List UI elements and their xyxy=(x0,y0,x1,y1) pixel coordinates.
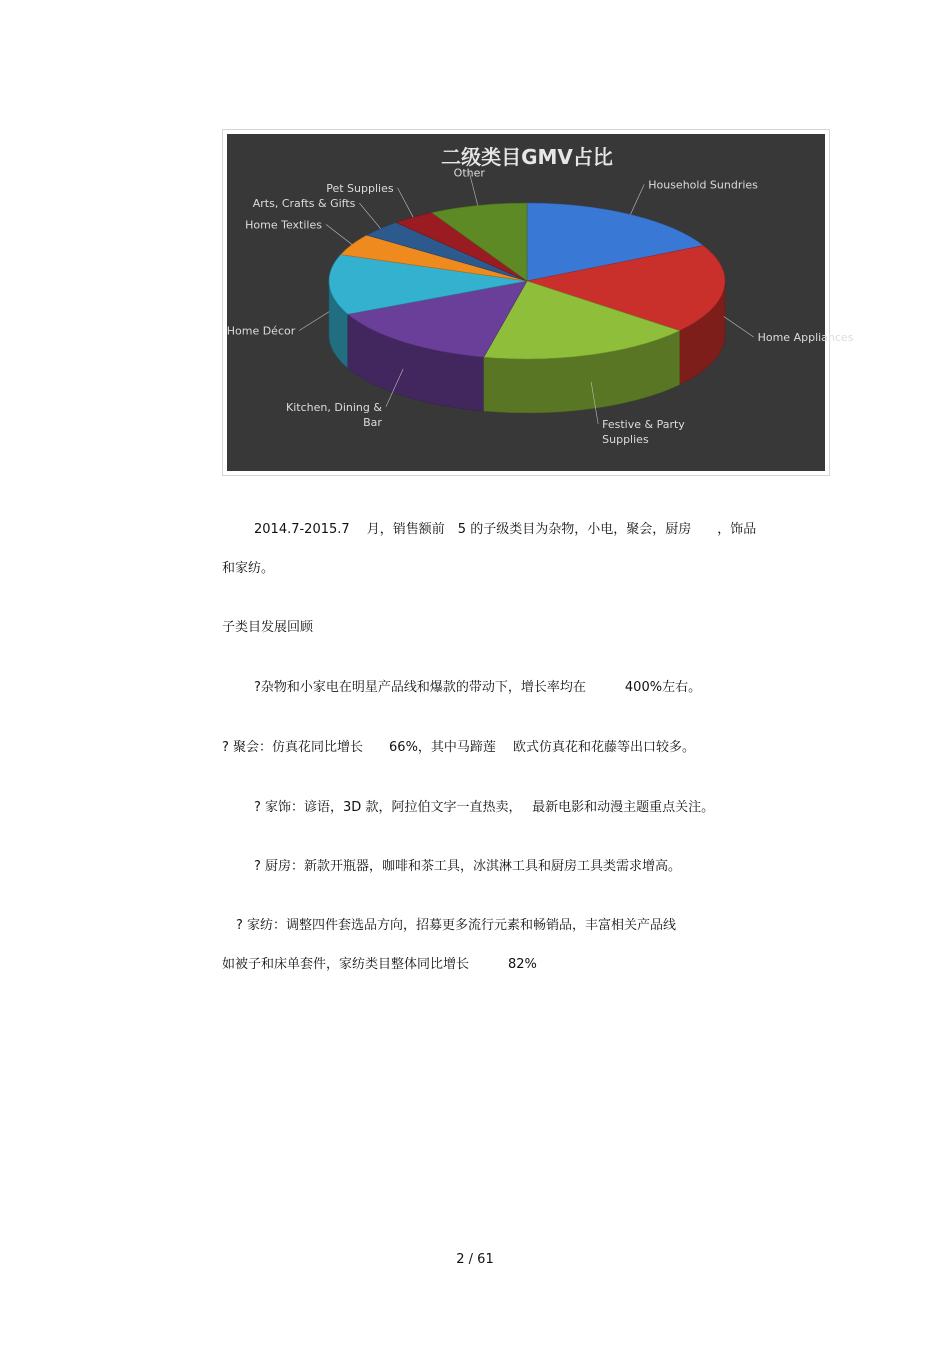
page-number: 2 / 61 xyxy=(456,1252,494,1267)
bullet-item: ? 家饰：谚语，3D 款，阿拉伯文字一直热卖， 最新电影和动漫主题重点关注。 xyxy=(254,800,715,815)
data-label-kitchen-dining-bar: Kitchen, Dining & Bar xyxy=(286,400,382,429)
chart-title: 二级类目GMV占比 xyxy=(441,145,613,169)
section-heading: 子类目发展回顾 xyxy=(222,620,314,635)
data-label-home-d-cor: Home Décor xyxy=(226,324,296,338)
paragraph-line: 2014.7-2015.7 月，销售额前 5 的子级类目为杂物，小电，聚会，厨房 ，饰品 xyxy=(254,522,757,537)
data-label-festive-party-supplies: Festive & Party Supplies xyxy=(602,417,685,446)
data-label-pet-supplies: Pet Supplies xyxy=(326,181,394,195)
data-label-home-appliances: Home Appliances xyxy=(757,331,854,345)
paragraph-line: 和家纺。 xyxy=(222,561,275,576)
bullet-item: ?杂物和小家电在明星产品线和爆款的带动下，增长率均在 400%左右。 xyxy=(254,680,702,695)
data-label-arts-crafts-gifts: Arts, Crafts & Gifts xyxy=(252,197,356,211)
bullet-item: ? 厨房：新款开瓶器，咖啡和茶工具，冰淇淋工具和厨房工具类需求增高。 xyxy=(254,859,682,874)
bullet-item: ? 聚会：仿真花同比增长 66%，其中马蹄莲 欧式仿真花和花藤等出口较多。 xyxy=(222,740,696,755)
chart-figure xyxy=(222,129,854,476)
bullet-item: ? 家纺：调整四件套选品方向，招募更多流行元素和畅销品，丰富相关产品线 xyxy=(236,918,677,933)
data-label-other: Other xyxy=(453,166,485,180)
data-label-home-textiles: Home Textiles xyxy=(245,218,322,232)
bullet-item: 如被子和床单套件，家纺类目整体同比增长 82% xyxy=(222,957,537,972)
chart-area xyxy=(226,134,854,471)
data-label-household-sundries: Household Sundries xyxy=(648,178,758,192)
pie-chart xyxy=(226,134,854,471)
